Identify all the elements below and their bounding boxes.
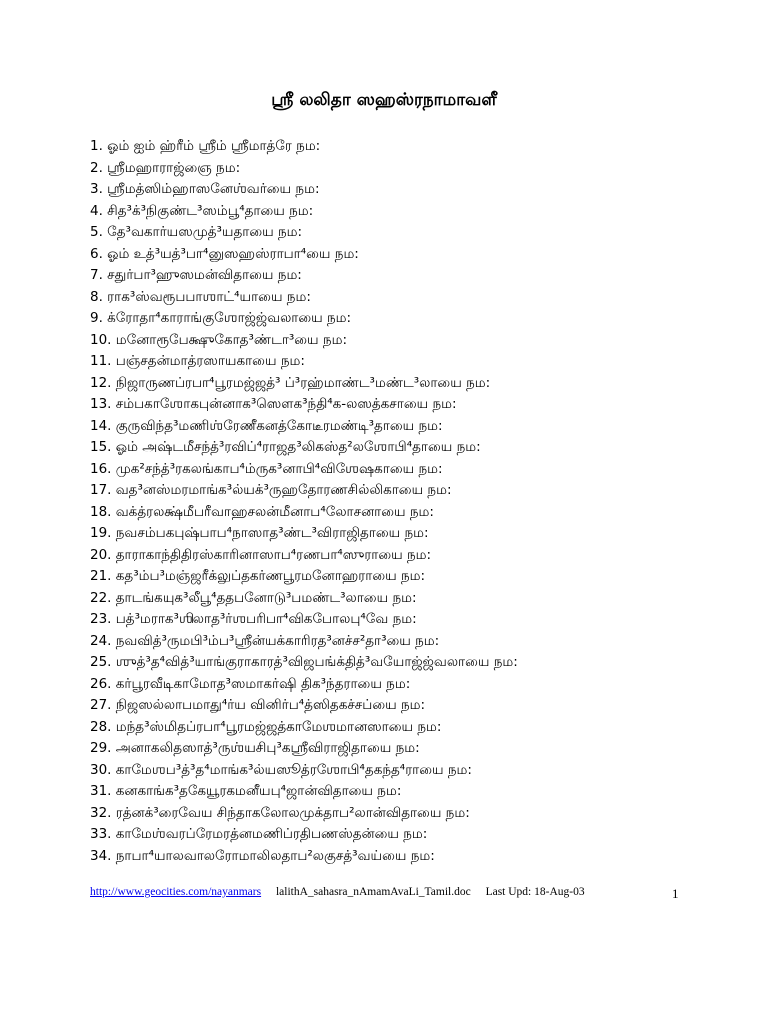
name-list-item: 27. நிஜஸல்லாபமாது⁴ர்ய வினிர்ப⁴த்ஸிதகச்சப்யை நம: [90, 697, 426, 713]
document-filename: lalithA_sahasra_nAmamAvaLi_Tamil.doc [275, 886, 471, 898]
name-list-item: 9. க்ரோதா⁴காராங்குஶோஜ்ஜ்வலாயை நம: [90, 310, 352, 326]
name-list-item: 31. கனகாங்க³தகேயூரகமனீயபு⁴ஜான்விதாயை நம: [90, 783, 402, 799]
name-list-item: 21. கத³ம்ப³மஞ்ஜரீக்லுப்தகர்ணபூரமனோஹராயை நம: [90, 568, 426, 584]
name-list-item: 3. ஶ்ரீமத்ஸிம்ஹாஸனேஶ்வர்யை நம: [90, 181, 320, 197]
name-list-item: 11. பஞ்சதன்மாத்ரஸாயகாயை நம: [90, 353, 305, 369]
page-title: ஶ்ரீ லலிதா ஸஹஸ்ரநாமாவளீ [271, 90, 497, 110]
name-list-item: 33. காமேஶ்வரப்ரேமரத்னமணிப்ரதிபணஸ்தன்யை நம: [90, 826, 428, 842]
name-list-item: 14. குருவிந்த³மணிஶ்ரேணீகனத்கோடீரமண்டி³தாயை நம: [90, 417, 443, 434]
page-footer [90, 886, 690, 898]
name-list-item: 4. சித³க்³நிகுண்ட³ஸம்பூ⁴தாயை நம: [90, 202, 314, 219]
name-list-item: 10. மனோரூபேக்ஷுகோத³ண்டா³யை நம: [90, 331, 347, 348]
name-list-item: 24. நவவித்³ருமபி³ம்ப³ஶ்ரீன்யக்காரிரத³னச்ச²தா³யை நம: [90, 632, 440, 649]
name-list-item: 6. ஓம் உத்³யத்³பா⁴னுஸஹஸ்ராபா⁴யை நம: [90, 245, 359, 262]
name-list-item: 28. மந்த³ஸ்மிதப்ரபா⁴பூரமஜ்ஜத்காமேஶமானஸாயை நம: [90, 718, 442, 735]
name-list-item: 25. ஶுத்³த⁴வித்³யாங்குராகாரத்³விஜபங்க்தித்³வயோஜ்ஜ்வலாயை நம: [90, 654, 518, 670]
name-list-item: 15. ஓம் அஷ்டமீசந்த்³ரவிப்⁴ராஜத³லிகஸ்த²லஶோபி⁴தாயை நம: [90, 439, 481, 455]
name-list-item: 20. தாராகாந்திதிரஸ்காரினாஸாப⁴ரணபா⁴ஸுராயை நம: [90, 546, 432, 563]
name-list-item: 26. கர்பூரவீடிகாமோத³ஸமாகர்ஷி திக³ந்தராயை நம: [90, 675, 411, 692]
name-list-item: 16. முக²சந்த்³ரகலங்காப⁴ம்ருக³னாபி⁴விஶேஷகாயை நம: [90, 460, 443, 477]
page-number: 1 [672, 886, 679, 901]
name-list-item: 1. ஓம் ஐம் ஹ்ரீம் ஶ்ரீம் ஶ்ரீமாத்ரே நம: [90, 138, 321, 154]
name-list-item: 19. நவசம்பகபுஷ்பாப⁴நாஸாத³ண்ட³விராஜிதாயை நம: [90, 525, 429, 541]
name-list-item: 5. தே³வகார்யஸமுத்³யதாயை நம: [90, 224, 303, 240]
name-list-item: 32. ரத்னக்³ரைவேய சிந்தாகலோலமுக்தாப²லான்விதாயை நம: [90, 804, 470, 821]
name-list-item: 13. சம்பகாஶோகபுன்னாக³ஸௌக³ந்தி⁴க-லஸத்கசாயை நம: [90, 396, 457, 412]
name-list-item: 7. சதுர்பா³ஹுஸமன்விதாயை நம: [90, 267, 302, 283]
name-list-item: 29. அனாகலிதஸாத்³ருஶ்யசிபு³கஶ்ரீவிராஜிதாயை நம: [90, 740, 420, 756]
name-list [90, 136, 740, 867]
name-list-item: 8. ராக³ஸ்வரூபபாஶாட்⁴யாயை நம: [90, 288, 311, 305]
name-list-item: 22. தாடங்கயுக³லீபூ⁴ததபனோடு³பமண்ட³லாயை நம: [90, 589, 417, 606]
name-list-item: 12. நிஜாருணப்ரபா⁴பூரமஜ்ஜத்³ ப்³ரஹ்மாண்ட³மண்ட³லாயை நம: [90, 374, 491, 391]
website-link[interactable]: http://www.geocities.com/nayanmars [90, 886, 262, 898]
name-list-item: 2. ஶ்ரீமஹாராஜ்ஞை நம: [90, 159, 241, 176]
name-list-item: 34. நாபா⁴யாலவாலரோமாலிலதாப²லகுசத்³வய்யை நம: [90, 847, 435, 864]
last-updated-date: Last Upd: 18-Aug-03 [485, 886, 585, 898]
name-list-item: 30. காமேஶப³த்³த⁴மாங்க³ல்யஸூத்ரஶோபி⁴தகந்த⁴ராயை நம: [90, 761, 472, 778]
name-list-item: 18. வக்த்ரலக்ஷ்மீபரீவாஹசலன்மீனாப⁴லோசனாயை நம: [90, 503, 434, 520]
name-list-item: 17. வத³னஸ்மரமாங்க³ல்யக்³ருஹதோரணசில்லிகாயை நம: [90, 482, 452, 498]
name-list-item: 23. பத்³மராக³ஶிலாத³ர்ஶபரிபா⁴விகபோலபு⁴வே நம: [90, 611, 417, 627]
